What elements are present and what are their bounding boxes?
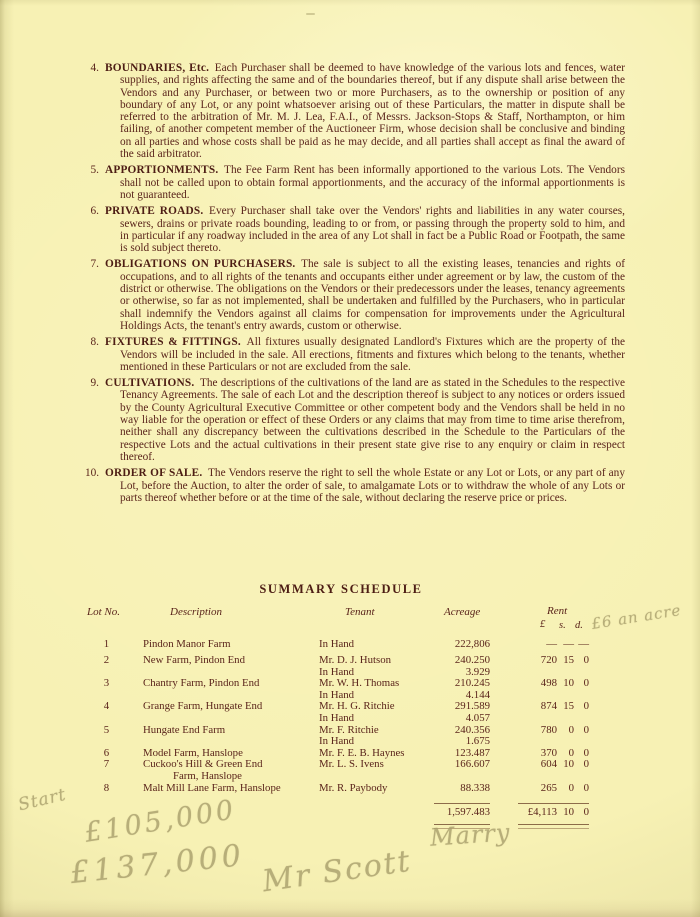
rent-total-rule bbox=[518, 803, 589, 804]
rent-shillings: 10 bbox=[563, 677, 574, 690]
rent-pence bbox=[574, 713, 589, 725]
lot-number: 3 bbox=[103, 677, 110, 690]
rent-shillings: 10 bbox=[563, 758, 574, 771]
acreage: 291.589 bbox=[454, 700, 490, 713]
spacer bbox=[319, 807, 430, 819]
clause-title: PRIVATE ROADS. bbox=[105, 205, 204, 218]
column-header-lot-no: Lot No. bbox=[87, 606, 121, 618]
conditions-of-sale-clauses bbox=[85, 62, 625, 508]
clause-body: The descriptions of the cultivations of the land are as stated in the Schedules to the respective Tenancy Agreements. The sale of each Lot and the description thereof is subject to any notices or orders issued by the County Agricultural Executive Committee or other competent body and the Vendors shall be held in no way liable for the operation or effect of these Orders or any claims that may from time to time arise therefrom, neither shall any discrepancy between the cultivations described in the Schedule to the Particulars of the respective Lots and the actual cultivations in their present state give rise to any enquiry or claim in respect thereof. bbox=[120, 377, 625, 463]
clause-4 bbox=[85, 62, 625, 160]
handwritten-price-137000: £137,000 bbox=[68, 837, 247, 892]
rent-pence bbox=[574, 771, 589, 783]
acreage: 222,806 bbox=[454, 638, 490, 650]
acreage: 240.250 bbox=[454, 654, 490, 667]
acreage: 1.675 bbox=[465, 735, 490, 748]
column-header-rent: Rent bbox=[547, 605, 568, 617]
rent-pounds: — bbox=[546, 638, 557, 650]
rent-pence: 0 bbox=[583, 677, 589, 690]
rent-shillings bbox=[557, 713, 574, 725]
schedule-row-lot-3 bbox=[85, 678, 589, 701]
rent-pence: 0 bbox=[583, 700, 589, 713]
lot-number bbox=[85, 713, 128, 725]
clause-6 bbox=[85, 205, 625, 254]
clause-body: The Vendors reserve the right to sell the whole Estate or any Lot or Lots, or any part of any Lot, before the Auction, to alter the order of sale, to amalgamate Lots or to withdraw the whole of any Lots or parts thereof whether before or at the time of the sale, without declaring the reserve price or prices. bbox=[120, 467, 625, 504]
tenant: In Hand bbox=[319, 735, 355, 748]
acreage: 4.057 bbox=[465, 712, 490, 725]
lot-number: 5 bbox=[103, 723, 110, 736]
schedule-line bbox=[85, 639, 589, 651]
rent-shillings: 0 bbox=[568, 723, 574, 736]
rent-pounds: 780 bbox=[540, 723, 557, 736]
clause-number: 6. bbox=[90, 205, 99, 218]
clause-number: 5. bbox=[90, 164, 99, 177]
rent-pounds bbox=[490, 713, 557, 725]
acreage: 3.929 bbox=[465, 665, 490, 678]
rent-pounds: 498 bbox=[540, 677, 557, 690]
rent-pence: 0 bbox=[583, 654, 589, 667]
description: Malt Mill Lane Farm, Hanslope bbox=[143, 781, 281, 794]
tenant: In Hand bbox=[319, 688, 355, 701]
schedule-rows bbox=[85, 639, 589, 794]
tenant: Mr. H. G. Ritchie bbox=[319, 700, 395, 713]
rent-pence: 0 bbox=[583, 746, 589, 759]
lot-number: 2 bbox=[103, 654, 110, 667]
summary-schedule-table bbox=[85, 639, 589, 829]
clause-9 bbox=[85, 377, 625, 463]
lot-number: 6 bbox=[103, 746, 110, 759]
description: Model Farm, Hanslope bbox=[143, 746, 243, 759]
handwritten-name-marry: Marry bbox=[429, 818, 512, 852]
clause-body: Each Purchaser shall be deemed to have knowledge of the various lots and fences, water supplies, and rights affecting the same and of the boundaries thereof, but if any dispute shall arise between the Vendors and any Purchaser, or between two or more Purchasers, as to the ownership or position of any boundary of any Lot, or any point whatsoever arising out of these Particulars, the matter in dispute shall be referred to the arbitration of Mr. M. J. Lea, F.A.I., of Messrs. Jackson-Stops & Staff, Northampton, or him failing, of another competent member of the Auctioneer Firm, whose decision shall be conclusive and binding on all parties and whose costs shall be paid as he may decide, and all parties shall accept as final the award of the said arbitrator. bbox=[120, 62, 625, 161]
total-rent-shillings: 10 bbox=[563, 806, 574, 819]
tenant: Mr. L. S. Ivens bbox=[319, 758, 384, 771]
clause-5 bbox=[85, 164, 625, 201]
clause-body: Every Purchaser shall take over the Vendors' rights and liabilities in any water courses, sewers, drains or private roads bounding, leading to or from, or passing through the property sold to him, and in particular if any roadway included in the area of any Lot shall in fact be a Public Road or Footpath, the same is sold subject thereto. bbox=[120, 205, 625, 255]
total-rent-pounds: £4,113 bbox=[527, 806, 557, 819]
clause-title: FIXTURES & FITTINGS. bbox=[105, 336, 241, 349]
lot-number: 7 bbox=[103, 758, 110, 771]
rent-shillings: 15 bbox=[563, 700, 574, 713]
rent-double-rule bbox=[518, 824, 589, 829]
schedule-line bbox=[85, 783, 589, 795]
acreage: 123.487 bbox=[454, 746, 490, 759]
schedule-line bbox=[85, 771, 589, 783]
description bbox=[128, 713, 319, 725]
clause-title: OBLIGATIONS ON PURCHASERS. bbox=[105, 258, 296, 271]
tenant: Mr. D. J. Hutson bbox=[319, 654, 391, 667]
rent-pounds: 604 bbox=[540, 758, 557, 771]
handwritten-rent-note: £6 an acre bbox=[590, 601, 683, 633]
total-rent-pence: 0 bbox=[583, 806, 589, 819]
clause-7 bbox=[85, 258, 625, 332]
totals-rule bbox=[85, 803, 589, 804]
schedule-row-lot-2 bbox=[85, 655, 589, 678]
description: Hungate End Farm bbox=[143, 723, 226, 736]
clause-number: 10. bbox=[85, 467, 100, 480]
acreage: 210.245 bbox=[454, 677, 490, 690]
tenant bbox=[319, 771, 430, 783]
rent-pounds: 874 bbox=[540, 700, 557, 713]
rent-shillings: 0 bbox=[568, 746, 574, 759]
tenant: Mr. R. Paybody bbox=[319, 781, 388, 794]
currency-header-pounds: £ bbox=[540, 619, 546, 630]
clause-10 bbox=[85, 467, 625, 504]
rent-shillings: — bbox=[563, 638, 574, 650]
clause-body: All fixtures usually designated Landlord's Fixtures which are the property of the Vendors will be included in the sale. All erections, fitments and fixtures which belong to the tenants, whether mentioned in these Particulars or not are excluded from the sale. bbox=[120, 336, 626, 373]
currency-header-pence: d. bbox=[575, 620, 583, 631]
tenant: Mr. F. E. B. Haynes bbox=[319, 746, 405, 759]
schedule-line bbox=[85, 759, 589, 771]
clause-body: The Fee Farm Rent has been informally apportioned to the various Lots. The Vendors shall not be called upon to obtain formal apportionments, and the accuracy of the informal apportionments is not guaranteed. bbox=[120, 164, 625, 201]
clause-number: 7. bbox=[90, 258, 99, 271]
tenant: Mr. W. H. Thomas bbox=[319, 677, 400, 690]
clause-title: CULTIVATIONS. bbox=[105, 377, 195, 390]
rent-pounds: 265 bbox=[540, 781, 557, 794]
summary-schedule-heading: SUMMARY SCHEDULE bbox=[259, 582, 423, 596]
clause-title: BOUNDARIES, Etc. bbox=[105, 62, 210, 74]
acreage-total-rule bbox=[434, 803, 490, 804]
acreage bbox=[430, 771, 490, 783]
schedule-row-lot-1 bbox=[85, 639, 589, 651]
clause-title: APPORTIONMENTS. bbox=[105, 164, 219, 177]
rent-pounds: 720 bbox=[540, 654, 557, 667]
tenant: In Hand bbox=[319, 665, 355, 678]
column-header-acreage: Acreage bbox=[444, 606, 481, 618]
clause-body: The sale is subject to all the existing leases, tenancies and rights of occupations, and to all rights of the tenants and occupants either under agreement or by law, the custom of the district or otherwise. The obligations on the Vendors or their predecessors under the leases, tenancy agreements or otherwise, so far as not implemented, shall be undertaken and fulfilled by the Purchasers, who in particular shall indemnify the Vendors against all claims for compensation for improvements under the Agricultural Holdings Acts, the tenant's entry awards, custom or otherwise. bbox=[120, 258, 625, 332]
rent-shillings bbox=[557, 771, 574, 783]
schedule-line bbox=[85, 655, 589, 667]
clause-8 bbox=[85, 336, 625, 373]
tenant: Mr. F. Ritchie bbox=[319, 723, 379, 736]
handwritten-name-mr-scott: Mr Scott bbox=[260, 843, 414, 900]
schedule-row-lot-8 bbox=[85, 783, 589, 795]
acreage: 240.356 bbox=[454, 723, 490, 736]
description: Cuckoo's Hill & Green End bbox=[143, 758, 263, 771]
description: Grange Farm, Hungate End bbox=[143, 700, 263, 713]
acreage: 88.338 bbox=[460, 781, 490, 794]
schedule-row-lot-7 bbox=[85, 759, 589, 782]
lot-number: 1 bbox=[103, 638, 110, 650]
rent-pounds bbox=[490, 771, 557, 783]
rent-shillings: 0 bbox=[568, 781, 574, 794]
lot-number: 8 bbox=[103, 781, 110, 794]
scan-artifact-mark bbox=[306, 13, 315, 15]
description: Chantry Farm, Pindon End bbox=[143, 677, 260, 690]
rent-pence: 0 bbox=[583, 758, 589, 771]
rent-pence: 0 bbox=[583, 723, 589, 736]
rent-pence: — bbox=[578, 638, 589, 650]
acreage: 166.607 bbox=[454, 758, 490, 771]
tenant: In Hand bbox=[319, 712, 355, 725]
description: Farm, Hanslope bbox=[173, 770, 242, 783]
rent-pounds: 370 bbox=[540, 746, 557, 759]
clause-number: 4. bbox=[90, 62, 99, 74]
lot-number: 4 bbox=[103, 700, 110, 713]
total-acreage: 1,597.483 bbox=[446, 806, 490, 819]
schedule-line bbox=[85, 713, 589, 725]
acreage: 4.144 bbox=[465, 688, 490, 701]
lot-number bbox=[85, 771, 128, 783]
handwritten-price-105000: £105,000 bbox=[82, 794, 239, 849]
schedule-row-lot-4 bbox=[85, 701, 589, 724]
schedule-row-lot-5 bbox=[85, 725, 589, 748]
description: New Farm, Pindon End bbox=[143, 654, 245, 667]
clause-number: 8. bbox=[90, 336, 99, 349]
column-header-tenant: Tenant bbox=[345, 606, 375, 618]
clause-title: ORDER OF SALE. bbox=[105, 467, 203, 480]
clause-number: 9. bbox=[90, 377, 99, 390]
column-header-description: Description bbox=[170, 606, 222, 618]
description: Pindon Manor Farm bbox=[143, 638, 231, 650]
handwritten-start-note: Start bbox=[16, 784, 69, 816]
tenant: In Hand bbox=[319, 638, 355, 650]
rent-shillings: 15 bbox=[563, 654, 574, 667]
currency-header-shillings: s. bbox=[559, 620, 566, 631]
rent-pence: 0 bbox=[583, 781, 589, 794]
